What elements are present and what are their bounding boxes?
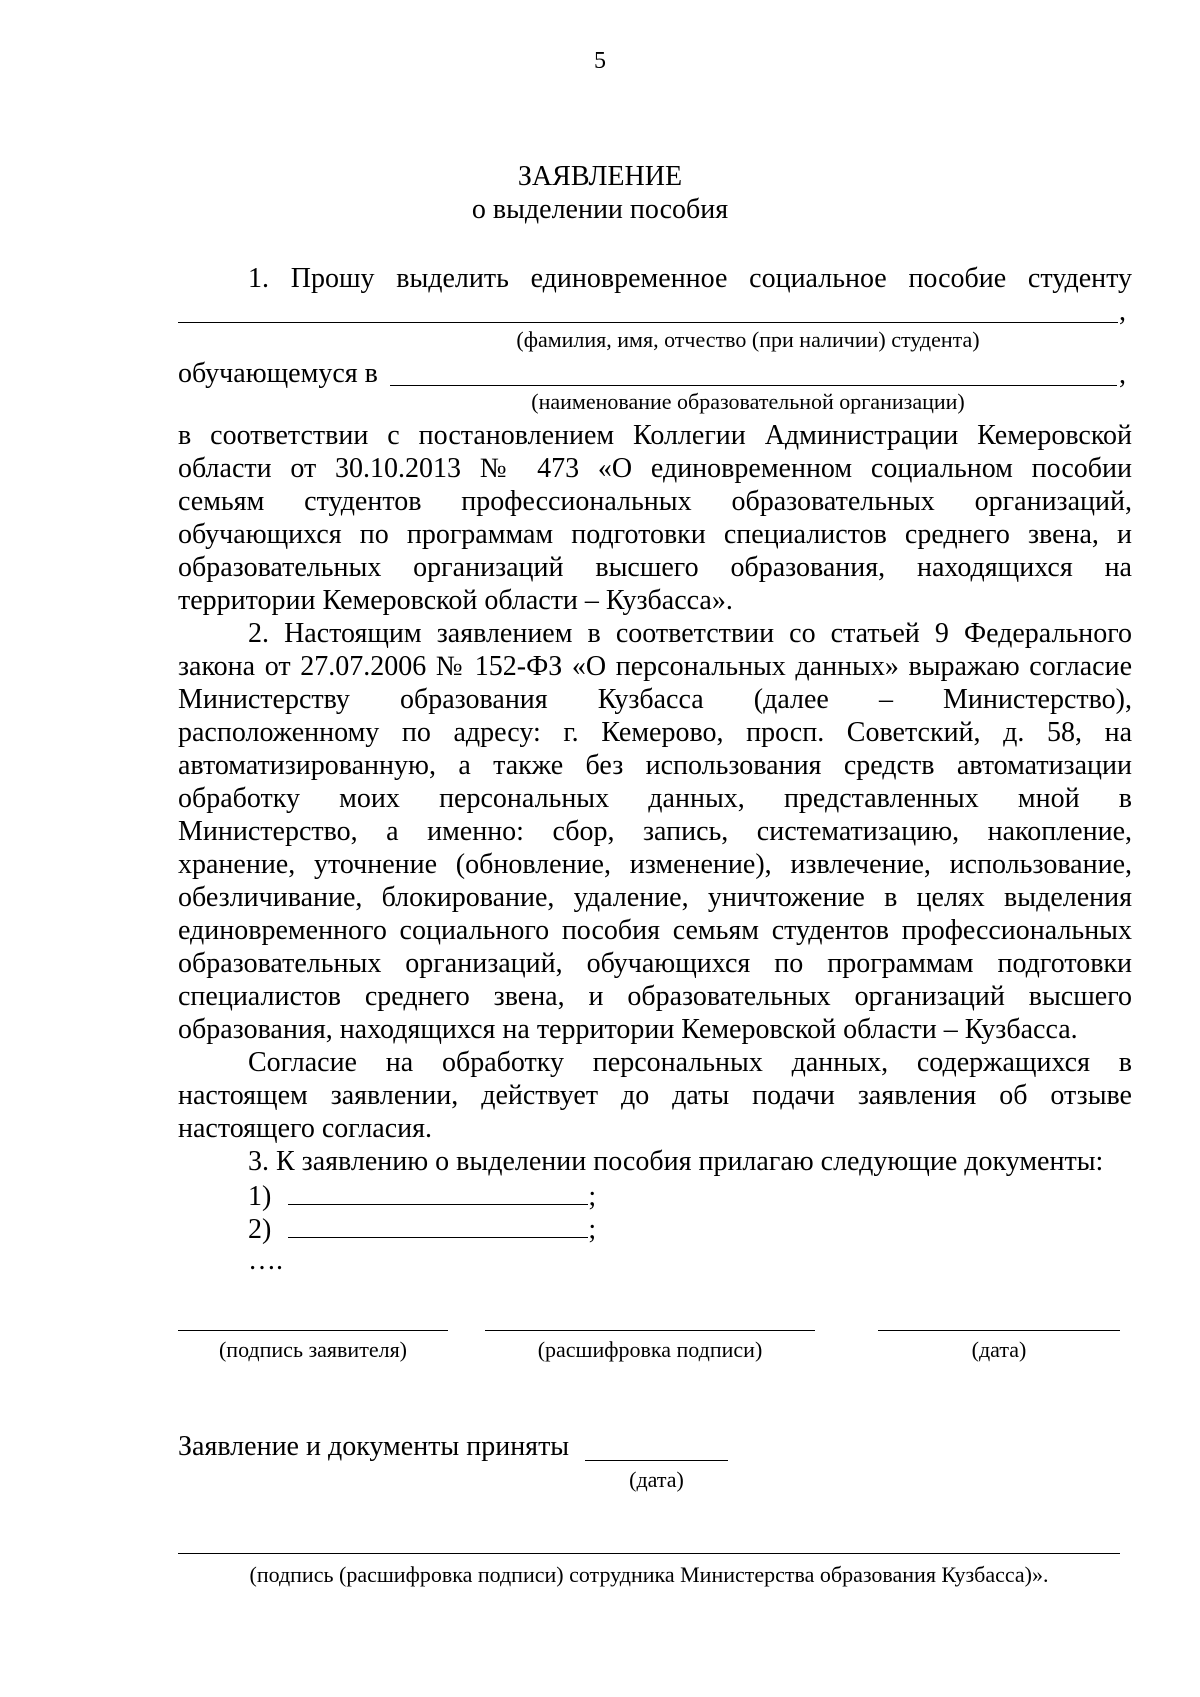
signature-decoding-line[interactable] — [485, 1330, 815, 1331]
accepted-date-caption: (дата) — [629, 1467, 684, 1492]
section2-line: образовательных организаций, обучающихся по программам подготовки — [178, 948, 1132, 979]
section1-line: в соответствии с постановлением Коллегии Администрации Кемеровской — [178, 420, 1132, 451]
consent-line: Согласие на обработку персональных данных, содержащихся в — [248, 1047, 1132, 1078]
section2-line: автоматизированную, а также без использования средств автоматизации — [178, 750, 1132, 781]
document-title — [0, 160, 1200, 226]
organization-caption: (наименование образовательной организации) — [531, 389, 965, 414]
organization-name-line[interactable] — [390, 385, 1117, 386]
section1-line: образовательных организаций высшего образования, находящихся на — [178, 552, 1132, 583]
section2-line: Министерство, а именно: сбор, запись, систематизацию, накопление, — [178, 816, 1132, 847]
document-item-1 — [178, 1178, 1132, 1213]
section2-line: закона от 27.07.2006 № 152-ФЗ «О персональных данных» выражаю согласие — [178, 651, 1132, 682]
signature-date-line[interactable] — [878, 1330, 1120, 1331]
organization-comma: , — [1119, 359, 1126, 390]
section1-lead: 1. Прошу выделить единовременное социальное пособие студенту — [248, 263, 1132, 294]
employee-signature-caption: (подпись (расшифровка подписи) сотрудника Министерства образования Кузбасса)». — [249, 1562, 1049, 1587]
student-name-line[interactable] — [178, 322, 1118, 323]
document-item-number: 2) — [248, 1214, 272, 1245]
document-item-2 — [178, 1211, 1132, 1246]
section1-line: семьям студентов профессиональных образовательных организаций, — [178, 486, 1132, 517]
accepted-label: Заявление и документы приняты — [178, 1431, 570, 1462]
document-item-1-input-line[interactable] — [288, 1178, 588, 1205]
section1-line: обучающихся по программам подготовки специалистов среднего звена, и — [178, 519, 1132, 550]
student-name-caption: (фамилия, имя, отчество (при наличии) студента) — [516, 327, 980, 352]
accepted-date-line[interactable] — [585, 1460, 728, 1461]
document-item-number: 1) — [248, 1181, 272, 1212]
section1-line-last: территории Кемеровской области – Кузбасса». — [178, 585, 733, 616]
title-subheading: о выделении пособия — [471, 194, 729, 225]
signature-decoding-caption: (расшифровка подписи) — [537, 1337, 763, 1362]
section2-line: обработку моих персональных данных, представленных мной в — [178, 783, 1132, 814]
student-name-comma: , — [1119, 296, 1126, 327]
section2-line: расположенному по адресу: г. Кемерово, просп. Советский, д. 58, на — [178, 717, 1132, 748]
consent-line-last: настоящего согласия. — [178, 1113, 433, 1144]
section1-line: области от 30.10.2013 № 473 «О единовременном социальном пособии — [178, 453, 1132, 484]
studying-prefix: обучающемуся в — [178, 358, 378, 389]
title-heading: ЗАЯВЛЕНИЕ — [517, 161, 683, 192]
section2-line: специалистов среднего звена, и образовательных организаций высшего — [178, 981, 1132, 1012]
section2-line: 2. Настоящим заявлением в соответствии со статьей 9 Федерального — [248, 618, 1132, 649]
section2-line-last: образования, находящихся на территории Кемеровской области – Кузбасса. — [178, 1014, 1078, 1045]
signature-date-caption: (дата) — [971, 1337, 1027, 1362]
applicant-signature-caption: (подпись заявителя) — [218, 1337, 408, 1362]
section2-line: единовременного социального пособия семьям студентов профессиональных — [178, 915, 1132, 946]
section3-lead: 3. К заявлению о выделении пособия прилагаю следующие документы: — [248, 1146, 1104, 1177]
section2-line: хранение, уточнение (обновление, изменение), извлечение, использование, — [178, 849, 1132, 880]
document-list-ellipsis: …. — [248, 1245, 283, 1276]
document-item-2-input-line[interactable] — [288, 1211, 588, 1238]
consent-line: настоящем заявлении, действует до даты подачи заявления об отзыве — [178, 1080, 1132, 1111]
document-item-end: ; — [588, 1181, 597, 1212]
section2-line: обезличивание, блокирование, удаление, уничтожение в целях выделения — [178, 882, 1132, 913]
employee-signature-line[interactable] — [178, 1553, 1120, 1554]
section2-line: Министерству образования Кузбасса (далее – Министерство), — [178, 684, 1132, 715]
applicant-signature-line[interactable] — [178, 1330, 448, 1331]
page-number: 5 — [594, 48, 606, 74]
document-item-end: ; — [588, 1214, 597, 1245]
